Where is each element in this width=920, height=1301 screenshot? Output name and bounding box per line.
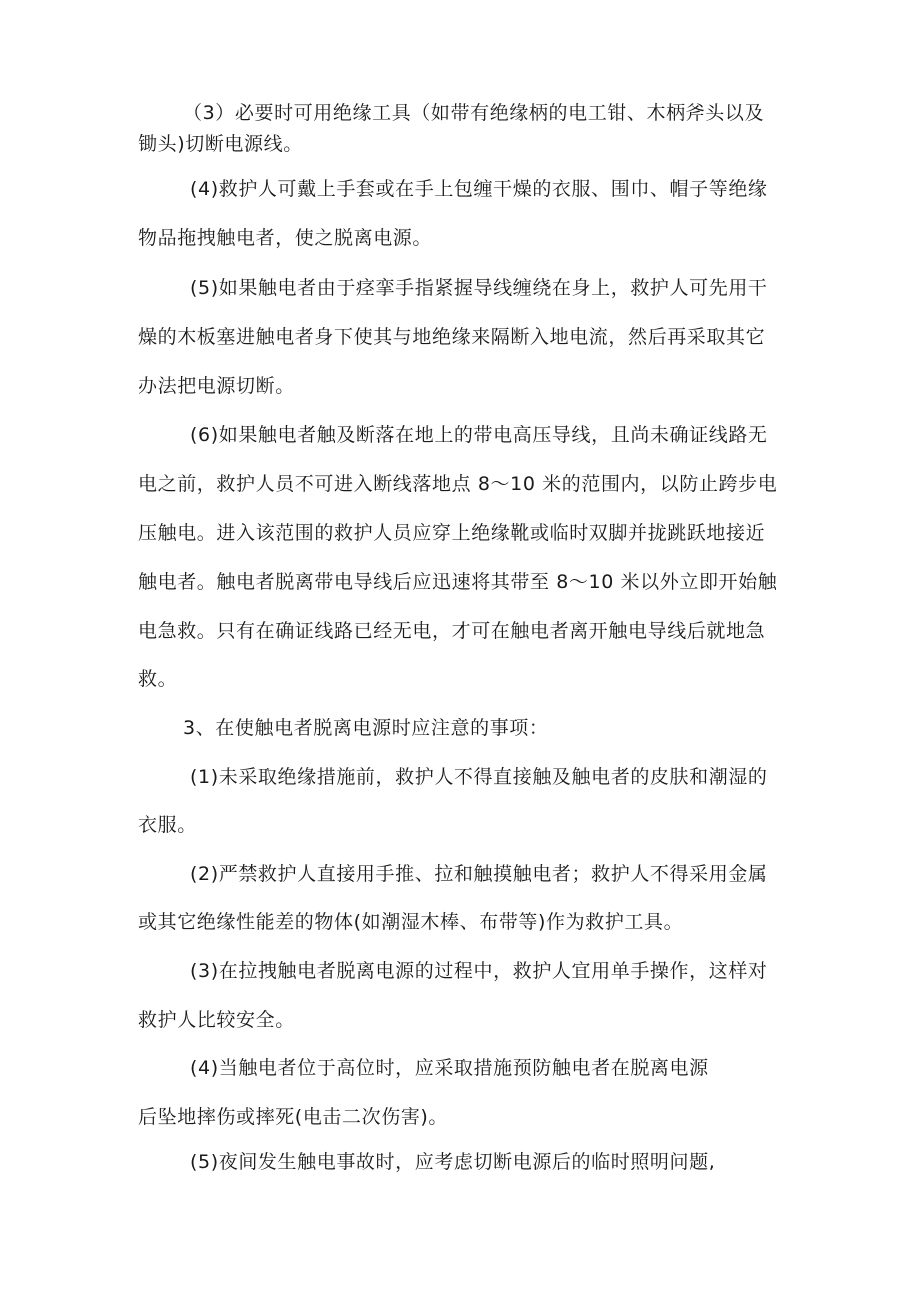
section-heading: 3、在使触电者脱离电源时应注意的事项： [183,717,549,739]
paragraph-line: (5)如果触电者由于痉挛手指紧握导线缠绕在身上，救护人可先用干 [190,277,768,299]
paragraph-line: 后坠地摔伤或摔死(电击二次伤害)。 [138,1106,449,1128]
paragraph-line: 救护人比较安全。 [138,1009,295,1031]
paragraph-line: 电急救。只有在确证线路已经无电，才可在触电者离开触电导线后就地急 [138,620,766,642]
paragraph-line: (2)严禁救护人直接用手推、拉和触摸触电者；救护人不得采用金属 [190,863,768,885]
paragraph-line: 锄头)切断电源线。 [138,133,303,155]
paragraph-line: 触电者。触电者脱离带电导线后应迅速将其带至 8～10 米以外立即开始触 [138,571,778,593]
paragraph-line: 压触电。进入该范围的救护人员应穿上绝缘靴或临时双脚并拢跳跃地接近 [138,522,766,544]
paragraph-line: (1)未采取绝缘措施前，救护人不得直接触及触电者的皮肤和潮湿的 [190,766,768,788]
paragraph-line: (4)救护人可戴上手套或在手上包缠干燥的衣服、围巾、帽子等绝缘 [190,178,768,200]
paragraph-line: 电之前，救护人员不可进入断线落地点 8～10 米的范围内，以防止跨步电 [138,473,778,495]
paragraph-line: (3)在拉拽触电者脱离电源的过程中，救护人宜用单手操作，这样对 [190,960,768,982]
paragraph-line: 救。 [138,668,178,690]
paragraph-line: 燥的木板塞进触电者身下使其与地绝缘来隔断入地电流，然后再采取其它 [138,326,766,348]
paragraph-line: 物品拖拽触电者，使之脱离电源。 [138,227,433,249]
paragraph-line: （3）必要时可用绝缘工具（如带有绝缘柄的电工钳、木柄斧头以及 [183,102,765,124]
paragraph-line: 办法把电源切断。 [138,375,295,397]
paragraph-line: (5)夜间发生触电事故时，应考虑切断电源后的临时照明问题, [190,1151,716,1173]
paragraph-line: 衣服。 [138,814,197,836]
paragraph-line: (6)如果触电者触及断落在地上的带电高压导线，且尚未确证线路无 [190,424,768,446]
paragraph-line: (4)当触电者位于高位时，应采取措施预防触电者在脱离电源 [190,1057,709,1079]
paragraph-line: 或其它绝缘性能差的物体(如潮湿木棒、布带等)作为救护工具。 [138,911,684,933]
